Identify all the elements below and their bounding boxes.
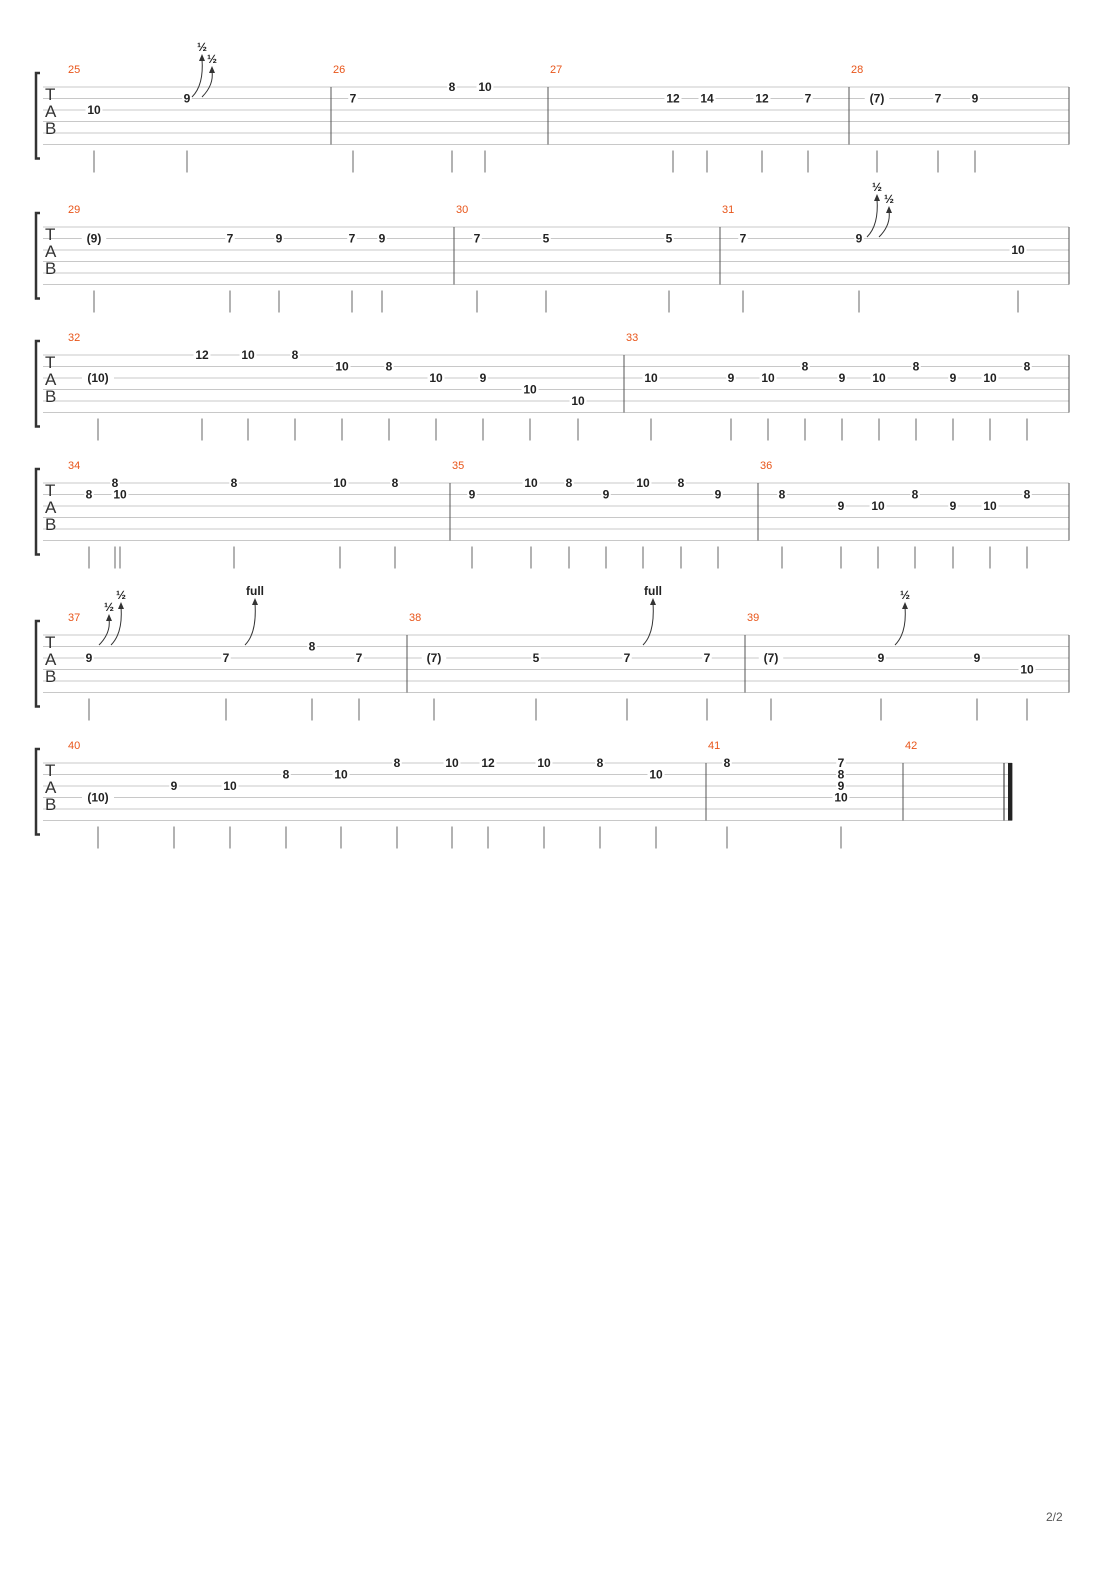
measure-number: 25 <box>68 64 81 76</box>
tab-clef-letter: T <box>45 481 56 500</box>
bend-arrowhead <box>199 54 205 61</box>
system-bracket <box>36 749 40 835</box>
measure-number: 36 <box>760 460 773 472</box>
bend-amount: full <box>246 584 264 598</box>
fret-number: 10 <box>524 476 538 490</box>
fret-number: 10 <box>872 371 886 385</box>
final-barline <box>1008 763 1012 821</box>
bend-arrow <box>867 199 877 237</box>
fret-number: 9 <box>479 371 487 385</box>
tab-clef-letter: A <box>45 650 57 669</box>
fret-number: 10 <box>761 371 775 385</box>
fret-number: 5 <box>665 231 673 246</box>
fret-number: 8 <box>911 487 919 502</box>
tab-clef-letter: A <box>45 242 57 261</box>
fret-number: 9 <box>468 487 476 502</box>
fret-number: 7 <box>226 231 234 246</box>
fret-number: 9 <box>973 651 981 665</box>
bend-amount: ½ <box>206 52 218 66</box>
bend-arrowhead <box>650 598 656 605</box>
system-bracket <box>36 341 40 427</box>
fret-number: 8 <box>801 359 809 374</box>
bend-arrow <box>99 619 109 645</box>
fret-number: 9 <box>183 91 191 106</box>
fret-number: 10 <box>983 499 997 513</box>
page-number: 2/2 <box>1046 1510 1063 1524</box>
fret-number: 7 <box>348 231 356 246</box>
fret-number: 7 <box>473 231 481 246</box>
fret-number: 8 <box>1023 359 1031 374</box>
fret-number: 9 <box>837 499 845 513</box>
fret-number: 7 <box>355 651 363 665</box>
fret-number: 10 <box>113 487 127 502</box>
bend-arrow <box>202 71 212 97</box>
tab-clef-letter: B <box>45 387 57 406</box>
fret-number: 5 <box>532 651 540 665</box>
fret-number: 12 <box>666 91 680 106</box>
tab-clef-letter: A <box>45 778 57 797</box>
fret-number: 8 <box>282 767 290 782</box>
fret-number: 7 <box>739 231 747 246</box>
measure-number: 41 <box>708 740 721 752</box>
fret-number: 8 <box>85 487 93 502</box>
bend-arrowhead <box>874 194 880 201</box>
system-bracket <box>36 621 40 707</box>
fret-number: 8 <box>1023 487 1031 502</box>
system-bracket <box>36 213 40 299</box>
bend-amount: ½ <box>196 40 208 54</box>
system-bracket <box>36 73 40 159</box>
measure-number: 30 <box>456 204 469 216</box>
tab-clef-letter: T <box>45 85 56 104</box>
tab-clef-letter: B <box>45 515 57 534</box>
fret-number: 8 <box>385 359 393 374</box>
bend-arrowhead <box>118 602 124 609</box>
fret-number: 8 <box>391 476 399 490</box>
fret-number: 9 <box>838 371 846 385</box>
tab-clef-letter: B <box>45 795 57 814</box>
fret-number: 9 <box>602 487 610 502</box>
fret-number: 8 <box>596 756 604 770</box>
measure-number: 35 <box>452 460 465 472</box>
fret-number: 9 <box>949 499 957 513</box>
fret-number: (9) <box>86 231 102 246</box>
measure-number: 28 <box>851 64 864 76</box>
bend-amount: full <box>644 584 662 598</box>
fret-number: 10 <box>523 382 537 397</box>
fret-number: 8 <box>111 476 119 490</box>
fret-number: 9 <box>855 231 863 246</box>
bend-arrowhead <box>252 598 258 605</box>
tab-clef-letter: B <box>45 667 57 686</box>
tab-clef-letter: B <box>45 119 57 138</box>
fret-number: 12 <box>481 756 495 770</box>
fret-number: 12 <box>195 348 209 362</box>
system-bracket <box>36 469 40 555</box>
measure-number: 26 <box>333 64 346 76</box>
bend-amount: ½ <box>115 588 127 602</box>
measure-number: 39 <box>747 612 760 624</box>
tab-clef-letter: T <box>45 761 56 780</box>
fret-number: 10 <box>1011 243 1025 257</box>
fret-number: 9 <box>170 779 178 793</box>
fret-number: 7 <box>804 91 812 106</box>
fret-number: 10 <box>571 394 585 408</box>
fret-number: 8 <box>393 756 401 770</box>
fret-number: 10 <box>478 80 492 94</box>
bend-arrow <box>879 211 889 237</box>
fret-number: 14 <box>700 91 714 106</box>
fret-number: 9 <box>378 231 386 246</box>
bend-arrowhead <box>902 602 908 609</box>
measure-number: 40 <box>68 740 81 752</box>
fret-number: 9 <box>837 779 845 793</box>
fret-number: 10 <box>649 767 663 782</box>
measure-number: 34 <box>68 460 81 472</box>
tab-clef-letter: A <box>45 370 57 389</box>
fret-number: 10 <box>871 499 885 513</box>
bend-arrowhead <box>106 614 112 621</box>
fret-number: 10 <box>429 371 443 385</box>
bend-amount: ½ <box>871 180 883 194</box>
tab-clef-letter: A <box>45 498 57 517</box>
fret-number: 10 <box>335 359 349 374</box>
fret-number: 7 <box>222 651 230 665</box>
fret-number: 5 <box>542 231 550 246</box>
measure-number: 27 <box>550 64 563 76</box>
tab-clef-letter: T <box>45 633 56 652</box>
fret-number: 7 <box>349 91 357 106</box>
measure-number: 37 <box>68 612 81 624</box>
fret-number: (7) <box>426 651 442 665</box>
fret-number: 8 <box>778 487 786 502</box>
fret-number: 7 <box>934 91 942 106</box>
fret-number: 8 <box>291 348 299 362</box>
fret-number: (7) <box>869 91 885 106</box>
fret-number: 12 <box>755 91 769 106</box>
bend-amount: ½ <box>883 192 895 206</box>
bend-arrow <box>643 603 653 645</box>
tab-clef-letter: B <box>45 259 57 278</box>
fret-number: 9 <box>877 651 885 665</box>
tab-clef-letter: T <box>45 353 56 372</box>
fret-number: 8 <box>565 476 573 490</box>
fret-number: 10 <box>241 348 255 362</box>
bend-arrow <box>192 59 202 97</box>
fret-number: 7 <box>623 651 631 665</box>
fret-number: 9 <box>727 371 735 385</box>
measure-number: 33 <box>626 332 639 344</box>
fret-number: 8 <box>912 359 920 374</box>
fret-number: 8 <box>723 756 731 770</box>
fret-number: 10 <box>537 756 551 770</box>
fret-number: 10 <box>223 779 237 793</box>
fret-number: 9 <box>275 231 283 246</box>
fret-number: 10 <box>445 756 459 770</box>
measure-number: 31 <box>722 204 735 216</box>
fret-number: (10) <box>87 371 109 385</box>
fret-number: 8 <box>677 476 685 490</box>
fret-number: 10 <box>87 103 101 117</box>
fret-number: 8 <box>837 767 845 782</box>
fret-number: 10 <box>983 371 997 385</box>
fret-number: 9 <box>949 371 957 385</box>
fret-number: 10 <box>1020 662 1034 677</box>
fret-number: 9 <box>714 487 722 502</box>
measure-number: 42 <box>905 740 918 752</box>
fret-number: 10 <box>644 371 658 385</box>
bend-arrowhead <box>209 66 215 73</box>
fret-number: (7) <box>763 651 779 665</box>
bend-arrowhead <box>886 206 892 213</box>
fret-number: 7 <box>703 651 711 665</box>
fret-number: 9 <box>971 91 979 106</box>
fret-number: (10) <box>87 790 109 805</box>
bend-arrow <box>245 603 255 645</box>
bend-amount: ½ <box>899 588 911 602</box>
bend-arrow <box>895 607 905 645</box>
measure-number: 38 <box>409 612 422 624</box>
fret-number: 10 <box>333 476 347 490</box>
measure-number: 29 <box>68 204 81 216</box>
fret-number: 10 <box>636 476 650 490</box>
fret-number: 10 <box>334 767 348 782</box>
bend-amount: ½ <box>103 600 115 614</box>
fret-number: 9 <box>85 651 93 665</box>
fret-number: 10 <box>834 790 848 805</box>
tab-clef-letter: T <box>45 225 56 244</box>
measure-number: 32 <box>68 332 81 344</box>
fret-number: 8 <box>230 476 238 490</box>
fret-number: 8 <box>308 639 316 654</box>
tab-clef-letter: A <box>45 102 57 121</box>
fret-number: 7 <box>837 756 845 770</box>
fret-number: 8 <box>448 80 456 94</box>
